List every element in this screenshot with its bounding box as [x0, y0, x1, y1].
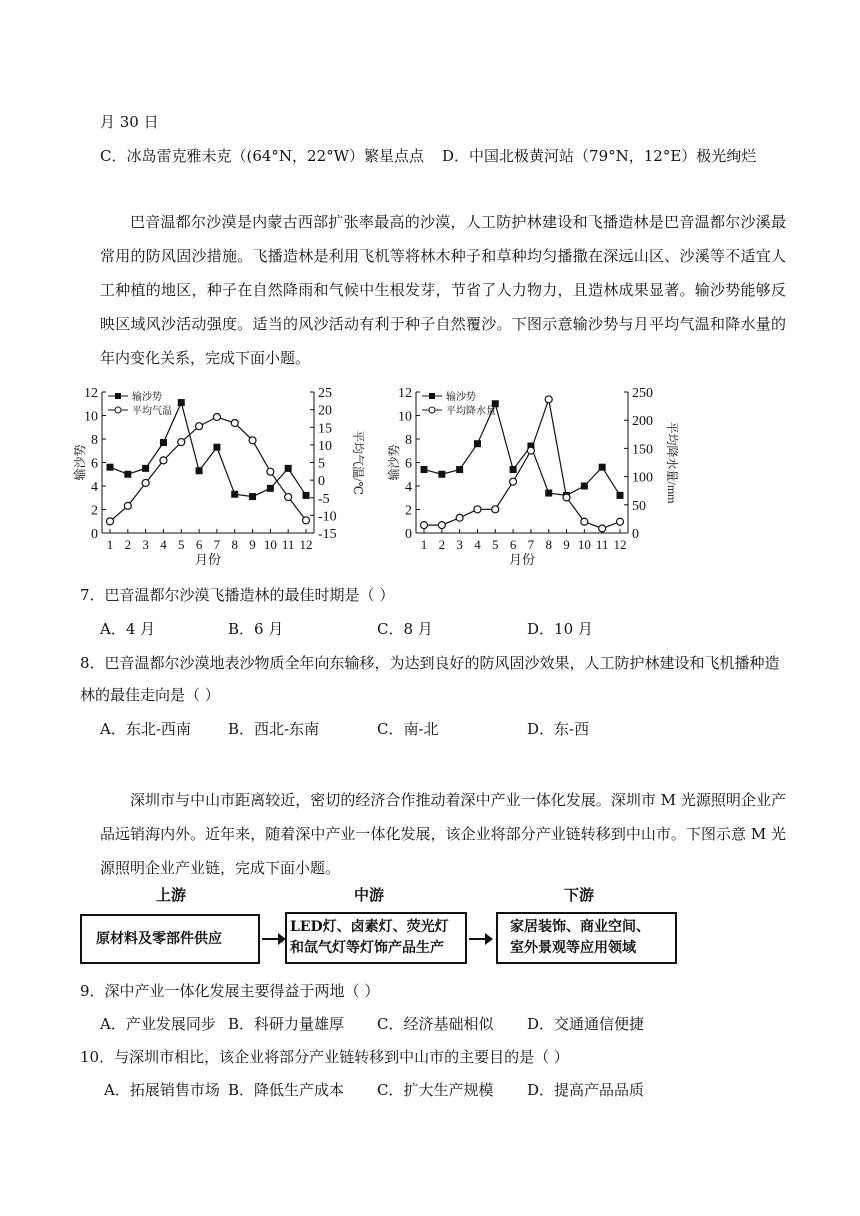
q8-stem-line1: 8．巴音温都尔沙漠地表沙物质全年向东输移，为达到良好的防风固沙效果，人工防护林建设和飞机播种造 — [80, 654, 780, 672]
chart-sand-precipitation — [386, 380, 686, 570]
chart2-right-tick-label: 0 — [632, 527, 639, 542]
chart1-circle-point — [267, 468, 274, 475]
chart2-x-tick-label: 3 — [456, 537, 463, 552]
flow-box-upstream-text: 原材料及零部件供应 — [96, 931, 222, 947]
chart2-circle-point — [456, 514, 463, 521]
q7-option-d: D．10 月 — [527, 620, 593, 638]
q7-option-a: A．4 月 — [100, 620, 156, 638]
chart1-x-tick-label: 3 — [142, 537, 149, 552]
q7-option-b: B．6 月 — [228, 620, 284, 638]
chart2-legend-label-2: 平均降水量 — [446, 406, 496, 417]
chart2-series-line-2 — [424, 399, 620, 528]
chart1-right-tick-label: 0 — [318, 474, 325, 490]
chart2-y-axis-label: 输沙势 — [387, 444, 401, 481]
flow-arrow-2-head — [485, 933, 493, 945]
chart1-x-tick-label: 10 — [263, 537, 277, 552]
q8-option-d: D．东-西 — [527, 720, 590, 738]
option-d: D．中国北极黄河站（79°N，12°E）极光绚烂 — [442, 147, 757, 165]
chart2-series-line-1 — [424, 404, 620, 496]
chart1-right-tick-label: 5 — [318, 456, 325, 472]
chart2-legend-marker-2 — [429, 407, 435, 413]
chart1-left-tick-label: 10 — [84, 409, 98, 425]
q8-option-b: B．西北-东南 — [228, 720, 320, 738]
chart1-right-tick-label: 25 — [318, 386, 332, 401]
chart2-x-tick-label: 11 — [595, 537, 609, 552]
q9-option-c: C．经济基础相似 — [377, 1015, 494, 1033]
chart1-y2-axis-label: 平均气温/℃ — [351, 430, 365, 495]
chart1-sand-point — [142, 465, 149, 472]
chart2-right-tick-label: 100 — [632, 470, 653, 486]
chart1-x-tick-label: 11 — [281, 537, 295, 552]
chart1-sand-point — [107, 464, 114, 471]
chart1-right-tick-label: 10 — [318, 438, 332, 454]
q8-option-c: C．南-北 — [377, 720, 439, 738]
chart2-x-tick-label: 6 — [509, 537, 517, 552]
q8-option-a: A．东北-西南 — [100, 720, 191, 738]
chart1-right-tick-label: 20 — [318, 403, 332, 419]
q10-option-d: D．提高产品品质 — [527, 1081, 645, 1099]
q9-option-a: A．产业发展同步 — [100, 1015, 216, 1033]
chart2-right-tick-label: 250 — [632, 386, 653, 401]
chart1-circle-point — [160, 457, 167, 464]
passage-industry: 深圳市与中山市距离较近，密切的经济合作推动着深中产业一体化发展。深圳市 M 光源照明企业产品远销海内外。近年来，随着深中产业一体化发展，该企业将部分产业链转移到中山市。下图示意 M 光源照明企业产业链，完成下面小题。 — [100, 791, 786, 877]
flow-box-upstream — [80, 914, 260, 964]
chart2-x-tick-label: 8 — [545, 537, 552, 552]
chart1-left-tick-label: 12 — [84, 386, 98, 401]
chart2-sand-point — [599, 464, 606, 471]
chart1-right-tick-label: -10 — [318, 509, 337, 525]
chart1-circle-point — [142, 479, 149, 486]
chart1-right-tick-label: 15 — [318, 421, 332, 437]
chart2-circle-point — [438, 522, 445, 529]
chart1-sand-point — [285, 465, 292, 472]
flow-box-downstream-line1: 家居装饰、商业空间、 — [510, 919, 650, 935]
chart1-sand-point — [231, 491, 238, 498]
chart2-sand-point — [421, 466, 428, 473]
flow-box-downstream — [496, 912, 677, 964]
chart2-sand-point — [545, 490, 552, 497]
chart1-x-tick-label: 6 — [195, 537, 203, 552]
chart2-right-tick-label: 200 — [632, 414, 653, 430]
flow-midstream-label: 中游 — [354, 886, 385, 904]
chart1-right-tick-label: -15 — [318, 527, 337, 542]
chart2-circle-point — [510, 478, 517, 485]
chart1-x-axis-label: 月份 — [194, 552, 222, 567]
chart2-circle-point — [527, 447, 534, 454]
chart1-series-line-2 — [110, 417, 306, 521]
q10-stem: 10．与深圳市相比，该企业将部分产业链转移到中山市的主要目的是（ ） — [80, 1048, 569, 1066]
flow-box-midstream-line2: 和氙气灯等灯饰产品生产 — [290, 940, 444, 956]
chart1-left-tick-label: 2 — [91, 503, 98, 519]
chart1-legend-marker-2 — [115, 407, 121, 413]
chart2-circle-point — [599, 525, 606, 532]
chart1-circle-point — [249, 437, 256, 444]
chart2-sand-point — [581, 483, 588, 490]
q9-option-d: D．交通通信便捷 — [527, 1015, 645, 1033]
q10-option-a: A．拓展销售市场 — [104, 1081, 220, 1099]
chart2-sand-point — [510, 466, 517, 473]
chart1-x-tick-label: 1 — [106, 537, 114, 552]
continued-text: 月 30 日 — [100, 113, 159, 131]
chart1-sand-point — [178, 399, 185, 406]
q10-option-c: C．扩大生产规模 — [377, 1081, 494, 1099]
chart2-x-tick-label: 4 — [474, 537, 481, 552]
chart2-right-tick-label: 50 — [632, 498, 646, 514]
chart1-left-tick-label: 6 — [91, 456, 98, 472]
chart2-x-axis-label: 月份 — [508, 552, 536, 567]
chart2-x-tick-label: 5 — [492, 537, 499, 552]
chart2-legend-label-1: 输沙势 — [446, 392, 476, 403]
chart1-sand-point — [160, 439, 167, 446]
chart1-sand-point — [303, 492, 310, 499]
q9-option-b: B．科研力量雄厚 — [228, 1015, 345, 1033]
flow-box-midstream-line1: LED灯、卤素灯、荧光灯 — [290, 919, 449, 935]
flow-upstream-label: 上游 — [156, 886, 187, 904]
flow-box-midstream — [285, 912, 467, 964]
chart1-x-tick-label: 5 — [178, 537, 185, 552]
chart1-left-tick-label: 8 — [91, 433, 98, 448]
chart1-sand-point — [267, 485, 274, 492]
option-c: C．冰岛雷克雅未克（(64°N，22°W）繁星点点 — [100, 147, 425, 165]
chart2-y2-axis-label: 平均降水量/mm — [665, 421, 679, 504]
chart1-x-tick-label: 12 — [299, 537, 313, 552]
chart1-x-tick-label: 4 — [160, 537, 167, 552]
chart-sand-temperature — [72, 380, 372, 570]
chart2-left-tick-label: 6 — [405, 456, 412, 472]
chart1-legend-label-2: 平均气温 — [132, 406, 172, 417]
q8-stem-line2: 林的最佳走向是（ ） — [80, 686, 220, 704]
chart2-left-tick-label: 4 — [405, 480, 412, 495]
chart2-left-tick-label: 2 — [405, 503, 412, 519]
chart1-y-axis-label: 输沙势 — [73, 444, 87, 481]
chart2-circle-point — [474, 506, 481, 513]
chart2-circle-point — [421, 522, 428, 529]
chart2-x-tick-label: 9 — [563, 537, 570, 552]
chart1-x-tick-label: 2 — [124, 537, 132, 552]
chart1-circle-point — [285, 494, 292, 501]
chart2-circle-point — [617, 518, 624, 525]
flow-box-downstream-line2: 室外景观等应用领域 — [510, 940, 636, 956]
chart2-x-tick-label: 2 — [438, 537, 446, 552]
chart1-x-tick-label: 8 — [231, 537, 238, 552]
chart1-circle-point — [231, 420, 238, 427]
chart1-legend-label-1: 输沙势 — [132, 392, 162, 403]
chart1-sand-point — [249, 493, 256, 500]
chart2-circle-point — [492, 506, 499, 513]
q7-option-c: C．8 月 — [377, 620, 433, 638]
chart2-x-tick-label: 1 — [420, 537, 428, 552]
chart1-right-tick-label: -5 — [318, 491, 330, 507]
chart1-circle-point — [178, 439, 185, 446]
chart2-right-tick-label: 150 — [632, 442, 653, 458]
q10-option-b: B．降低生产成本 — [228, 1081, 345, 1099]
chart2-legend-marker-1 — [429, 393, 435, 399]
flow-downstream-label: 下游 — [564, 886, 595, 904]
chart1-left-tick-label: 0 — [91, 527, 98, 542]
chart2-left-tick-label: 0 — [405, 527, 412, 542]
chart1-circle-point — [107, 518, 114, 525]
chart2-left-tick-label: 8 — [405, 433, 412, 448]
chart2-circle-point — [563, 494, 570, 501]
chart1-x-tick-label: 7 — [213, 537, 221, 552]
chart2-sand-point — [456, 466, 463, 473]
chart2-sand-point — [617, 492, 624, 499]
chart1-circle-point — [303, 517, 310, 524]
chart2-sand-point — [438, 471, 445, 478]
chart2-left-tick-label: 10 — [398, 409, 412, 425]
chart2-x-tick-label: 10 — [577, 537, 591, 552]
passage-desert: 巴音温都尔沙漠是内蒙古西部扩张率最高的沙漠，人工防护林建设和飞播造林是巴音温都尔沙溪最常用的防风固沙措施。飞播造林是利用飞机等将林木种子和草种均匀播撒在深远山区、沙溪等不适宜人工种植的地区，种子在自然降雨和气候中生根发芽，节省了人力物力，且造林成果显著。输沙势能够反映区域风沙活动强度。适当的风沙活动有利于种子自然覆沙。下图示意输沙势与月平均气温和降水量的年内变化关系，完成下面小题。 — [100, 213, 786, 367]
q7-stem: 7．巴音温都尔沙漠飞播造林的最佳时期是（ ） — [80, 586, 395, 604]
chart1-legend-marker-1 — [115, 393, 121, 399]
chart1-sand-point — [213, 444, 220, 451]
chart2-circle-point — [581, 518, 588, 525]
chart1-circle-point — [213, 414, 220, 421]
chart1-circle-point — [124, 502, 131, 509]
chart2-left-tick-label: 12 — [398, 386, 412, 401]
chart1-x-tick-label: 9 — [249, 537, 256, 552]
q9-stem: 9．深中产业一体化发展主要得益于两地（ ） — [80, 982, 380, 1000]
chart1-left-tick-label: 4 — [91, 480, 98, 495]
chart2-x-tick-label: 7 — [527, 537, 535, 552]
chart2-x-tick-label: 12 — [613, 537, 627, 552]
chart1-circle-point — [196, 423, 203, 430]
chart1-sand-point — [196, 467, 203, 474]
chart2-circle-point — [545, 396, 552, 403]
chart1-sand-point — [124, 471, 131, 478]
chart2-sand-point — [474, 440, 481, 447]
